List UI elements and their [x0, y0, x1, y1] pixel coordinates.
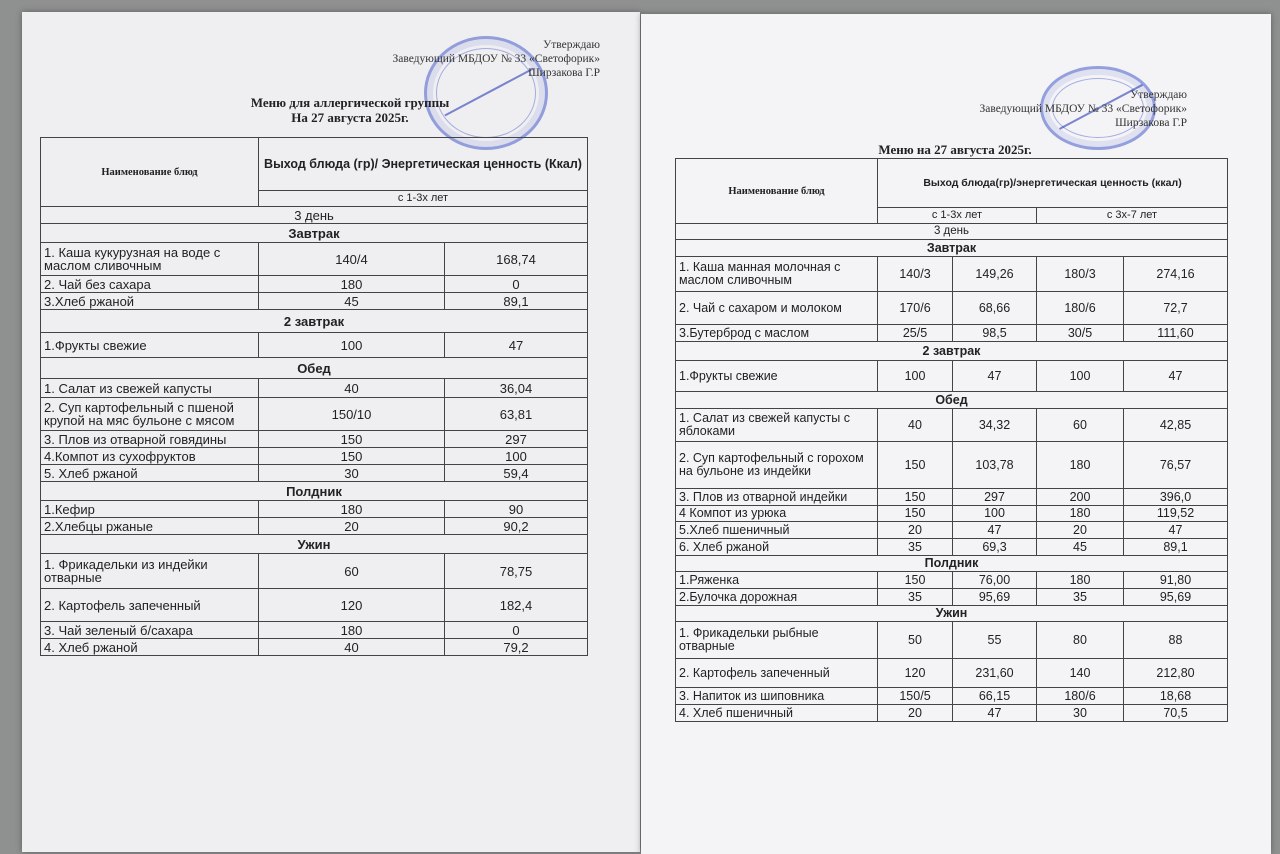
dish-row: [41, 333, 588, 358]
dish-name: 3. Напиток из шиповника: [676, 688, 878, 705]
day-label: 3 день: [41, 207, 588, 224]
section-title: 2 завтрак: [41, 310, 588, 333]
dish-row: [676, 361, 1228, 392]
header-row: [41, 138, 588, 191]
dish-output-3-7: 180: [1037, 506, 1124, 522]
title-line: Меню для аллергической группы: [250, 95, 450, 110]
dish-name: 4. Хлеб ржаной: [41, 639, 259, 656]
dish-name: 4.Компот из сухофруктов: [41, 448, 259, 465]
section-row: [41, 310, 588, 333]
menu-table-left: [40, 137, 588, 656]
dish-calories: 63,81: [445, 398, 588, 431]
dish-calories-1-3: 47: [953, 361, 1037, 392]
dish-row: [41, 622, 588, 639]
section-row: [41, 535, 588, 554]
dish-output-3-7: 80: [1037, 622, 1124, 659]
dish-calories: 36,04: [445, 379, 588, 398]
section-row: [41, 358, 588, 379]
dish-name: 3. Чай зеленый б/сахара: [41, 622, 259, 639]
dish-name: 1. Салат из свежей капусты: [41, 379, 259, 398]
dish-row: [41, 448, 588, 465]
dish-output-3-7: 30/5: [1037, 325, 1124, 342]
dish-name: 1. Каша манная молочная с маслом сливочным: [676, 257, 878, 292]
dish-output: 180: [259, 622, 445, 639]
dish-output-3-7: 180/6: [1037, 688, 1124, 705]
section-row: [676, 342, 1228, 361]
dish-output-1-3: 150: [878, 506, 953, 522]
dish-name: 2. Картофель запеченный: [41, 589, 259, 622]
dish-calories: 100: [445, 448, 588, 465]
dish-name: 2.Хлебцы ржаные: [41, 518, 259, 535]
dish-output-1-3: 25/5: [878, 325, 953, 342]
dish-calories: 79,2: [445, 639, 588, 656]
dish-output: 180: [259, 276, 445, 293]
section-row: [676, 606, 1228, 622]
section-row: [41, 482, 588, 501]
header-dish-name: Наименование блюд: [676, 159, 878, 224]
dish-name: 1.Фрукты свежие: [676, 361, 878, 392]
approval-block-right: [980, 88, 1188, 130]
day-row: [41, 207, 588, 224]
dish-name: 5. Хлеб ржаной: [41, 465, 259, 482]
dish-calories-1-3: 98,5: [953, 325, 1037, 342]
section-title: Завтрак: [676, 240, 1228, 257]
dish-output: 20: [259, 518, 445, 535]
day-label: 3 день: [676, 224, 1228, 240]
dish-row: [41, 501, 588, 518]
dish-output: 45: [259, 293, 445, 310]
dish-name: 1. Фрикадельки из индейки отварные: [41, 554, 259, 589]
dish-row: [41, 518, 588, 535]
header-age-1-3: с 1-3х лет: [878, 208, 1037, 224]
dish-output-3-7: 200: [1037, 489, 1124, 506]
dish-row: [41, 431, 588, 448]
dish-output-1-3: 140/3: [878, 257, 953, 292]
dish-row: [676, 489, 1228, 506]
dish-row: [676, 522, 1228, 539]
header-output: Выход блюда (гр)/ Энергетическая ценность (Ккал): [259, 138, 588, 191]
dish-row: [41, 276, 588, 293]
dish-name: 2. Суп картофельный с пшеной крупой на мяс бульоне с мясом: [41, 398, 259, 431]
dish-output-1-3: 20: [878, 705, 953, 722]
dish-output: 150: [259, 431, 445, 448]
dish-name: 1.Кефир: [41, 501, 259, 518]
approval-block-left: [393, 38, 601, 80]
dish-name: 2. Суп картофельный с горохом на бульоне из индейки: [676, 442, 878, 489]
section-row: [676, 556, 1228, 572]
dish-row: [676, 659, 1228, 688]
header-age-1-3: с 1-3х лет: [259, 191, 588, 207]
dish-calories: 78,75: [445, 554, 588, 589]
section-title: Завтрак: [41, 224, 588, 243]
dish-calories-1-3: 231,60: [953, 659, 1037, 688]
day-row: [676, 224, 1228, 240]
dish-calories-3-7: 89,1: [1124, 539, 1228, 556]
dish-output: 180: [259, 501, 445, 518]
dish-row: [676, 705, 1228, 722]
dish-row: [676, 589, 1228, 606]
dish-output: 30: [259, 465, 445, 482]
dish-calories-1-3: 297: [953, 489, 1037, 506]
dish-row: [41, 639, 588, 656]
dish-calories-3-7: 47: [1124, 361, 1228, 392]
dish-calories-1-3: 95,69: [953, 589, 1037, 606]
dish-calories-3-7: 47: [1124, 522, 1228, 539]
dish-calories-1-3: 69,3: [953, 539, 1037, 556]
dish-calories-3-7: 111,60: [1124, 325, 1228, 342]
dish-output-3-7: 180: [1037, 572, 1124, 589]
dish-output-3-7: 140: [1037, 659, 1124, 688]
dish-calories: 0: [445, 276, 588, 293]
dish-calories-1-3: 149,26: [953, 257, 1037, 292]
dish-calories-3-7: 72,7: [1124, 292, 1228, 325]
title-right: [840, 142, 1070, 157]
dish-calories-1-3: 66,15: [953, 688, 1037, 705]
dish-row: [676, 572, 1228, 589]
dish-calories-3-7: 119,52: [1124, 506, 1228, 522]
section-row: [676, 240, 1228, 257]
dish-name: 3.Хлеб ржаной: [41, 293, 259, 310]
dish-calories: 47: [445, 333, 588, 358]
dish-calories-1-3: 68,66: [953, 292, 1037, 325]
section-title: Ужин: [41, 535, 588, 554]
dish-name: 3. Плов из отварной говядины: [41, 431, 259, 448]
dish-output: 60: [259, 554, 445, 589]
dish-output-3-7: 180/3: [1037, 257, 1124, 292]
dish-output: 40: [259, 379, 445, 398]
dish-name: 4 Компот из урюка: [676, 506, 878, 522]
dish-output-3-7: 180: [1037, 442, 1124, 489]
dish-name: 2.Булочка дорожная: [676, 589, 878, 606]
dish-output-3-7: 100: [1037, 361, 1124, 392]
approval-line: Ширзакова Г.Р: [528, 67, 600, 79]
title-line: Меню на 27 августа 2025г.: [878, 142, 1032, 157]
dish-output-1-3: 170/6: [878, 292, 953, 325]
dish-row: [41, 398, 588, 431]
dish-name: 6. Хлеб ржаной: [676, 539, 878, 556]
dish-name: 3.Бутерброд с маслом: [676, 325, 878, 342]
dish-row: [41, 589, 588, 622]
approval-line: Ширзакова Г.Р: [1115, 117, 1187, 129]
approval-line: Утверждаю: [1130, 89, 1187, 101]
dish-calories-1-3: 76,00: [953, 572, 1037, 589]
section-title: Обед: [676, 392, 1228, 409]
dish-row: [41, 379, 588, 398]
dish-row: [676, 325, 1228, 342]
dish-row: [676, 442, 1228, 489]
dish-calories-1-3: 55: [953, 622, 1037, 659]
dish-row: [676, 292, 1228, 325]
dish-row: [676, 539, 1228, 556]
dish-calories-3-7: 396,0: [1124, 489, 1228, 506]
dish-calories: 0: [445, 622, 588, 639]
dish-calories: 59,4: [445, 465, 588, 482]
section-title: Обед: [41, 358, 588, 379]
section-title: Полдник: [41, 482, 588, 501]
dish-output-1-3: 20: [878, 522, 953, 539]
dish-output-3-7: 20: [1037, 522, 1124, 539]
dish-name: 2. Картофель запеченный: [676, 659, 878, 688]
dish-name: 4. Хлеб пшеничный: [676, 705, 878, 722]
dish-calories: 168,74: [445, 243, 588, 276]
dish-output-1-3: 150: [878, 442, 953, 489]
dish-calories-1-3: 34,32: [953, 409, 1037, 442]
dish-calories-1-3: 47: [953, 705, 1037, 722]
dish-output-1-3: 150: [878, 489, 953, 506]
dish-calories-3-7: 76,57: [1124, 442, 1228, 489]
dish-row: [676, 622, 1228, 659]
dish-name: 1. Каша кукурузная на воде с маслом сливочным: [41, 243, 259, 276]
dish-calories-3-7: 274,16: [1124, 257, 1228, 292]
dish-calories: 182,4: [445, 589, 588, 622]
header-output: Выход блюда(гр)/энергетическая ценность (ккал): [878, 159, 1228, 208]
dish-calories: 90: [445, 501, 588, 518]
dish-calories-3-7: 212,80: [1124, 659, 1228, 688]
section-title: Полдник: [676, 556, 1228, 572]
dish-output-3-7: 60: [1037, 409, 1124, 442]
dish-output-3-7: 30: [1037, 705, 1124, 722]
section-row: [41, 224, 588, 243]
dish-output-1-3: 35: [878, 589, 953, 606]
approval-line: Заведующий МБДОУ № 33 «Светофорик»: [979, 103, 1187, 115]
section-title: 2 завтрак: [676, 342, 1228, 361]
section-title: Ужин: [676, 606, 1228, 622]
dish-name: 2. Чай без сахара: [41, 276, 259, 293]
dish-output-1-3: 40: [878, 409, 953, 442]
dish-calories: 89,1: [445, 293, 588, 310]
dish-calories: 297: [445, 431, 588, 448]
dish-output-1-3: 50: [878, 622, 953, 659]
dish-row: [41, 243, 588, 276]
dish-calories: 90,2: [445, 518, 588, 535]
dish-output-1-3: 150: [878, 572, 953, 589]
dish-row: [676, 688, 1228, 705]
menu-table-right: [675, 158, 1228, 722]
dish-calories-3-7: 42,85: [1124, 409, 1228, 442]
dish-output-3-7: 180/6: [1037, 292, 1124, 325]
dish-output-1-3: 150/5: [878, 688, 953, 705]
dish-output: 40: [259, 639, 445, 656]
dish-output-3-7: 45: [1037, 539, 1124, 556]
dish-output-1-3: 120: [878, 659, 953, 688]
dish-output: 100: [259, 333, 445, 358]
header-row: [676, 159, 1228, 208]
dish-calories-3-7: 18,68: [1124, 688, 1228, 705]
dish-calories-3-7: 88: [1124, 622, 1228, 659]
dish-name: 2. Чай с сахаром и молоком: [676, 292, 878, 325]
dish-output: 140/4: [259, 243, 445, 276]
dish-name: 1.Ряженка: [676, 572, 878, 589]
dish-name: 1.Фрукты свежие: [41, 333, 259, 358]
dish-calories-1-3: 100: [953, 506, 1037, 522]
dish-calories-1-3: 47: [953, 522, 1037, 539]
dish-row: [41, 293, 588, 310]
approval-line: Заведующий МБДОУ № 33 «Светофорик»: [392, 53, 600, 65]
dish-row: [676, 506, 1228, 522]
dish-row: [676, 257, 1228, 292]
dish-output-1-3: 35: [878, 539, 953, 556]
dish-output-3-7: 35: [1037, 589, 1124, 606]
header-age-3-7: с 3х-7 лет: [1037, 208, 1228, 224]
dish-name: 5.Хлеб пшеничный: [676, 522, 878, 539]
title-left: [200, 95, 500, 125]
approval-line: Утверждаю: [543, 39, 600, 51]
dish-name: 3. Плов из отварной индейки: [676, 489, 878, 506]
header-dish-name: Наименование блюд: [41, 138, 259, 207]
dish-calories-3-7: 95,69: [1124, 589, 1228, 606]
dish-output: 150: [259, 448, 445, 465]
dish-row: [41, 554, 588, 589]
dish-output-1-3: 100: [878, 361, 953, 392]
dish-calories-3-7: 70,5: [1124, 705, 1228, 722]
dish-row: [41, 465, 588, 482]
dish-name: 1. Салат из свежей капусты с яблоками: [676, 409, 878, 442]
dish-output: 150/10: [259, 398, 445, 431]
dish-output: 120: [259, 589, 445, 622]
title-line: На 27 августа 2025г.: [291, 110, 409, 125]
dish-calories-1-3: 103,78: [953, 442, 1037, 489]
dish-calories-3-7: 91,80: [1124, 572, 1228, 589]
section-row: [676, 392, 1228, 409]
dish-row: [676, 409, 1228, 442]
dish-name: 1. Фрикадельки рыбные отварные: [676, 622, 878, 659]
